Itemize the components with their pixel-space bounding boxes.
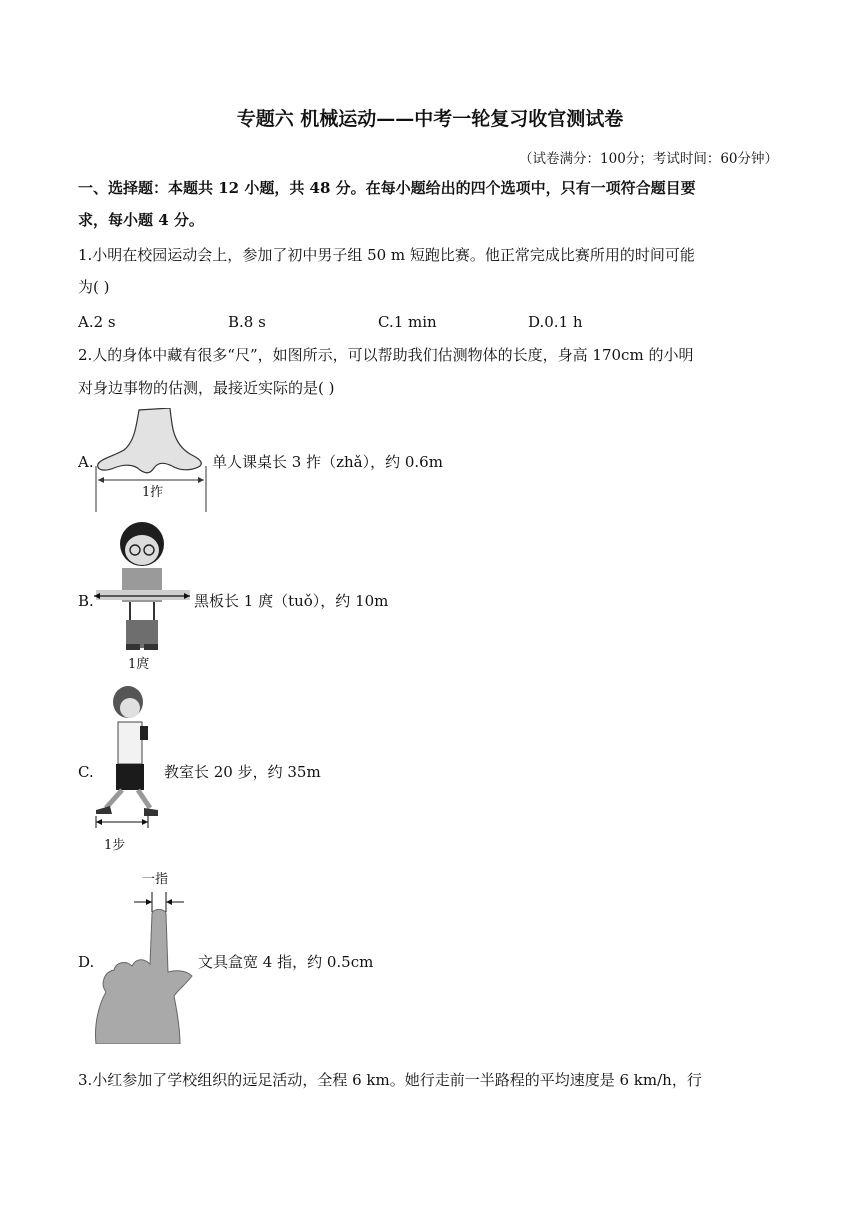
arm-span-label: 1庹: [128, 657, 150, 672]
q1-option-b: B.8 s: [228, 313, 266, 331]
q3-stem-line1: 3.小红参加了学校组织的远足活动，全程 6 km。她行走前一半路程的平均速度是 6 km/h，行: [78, 1071, 702, 1089]
q2-option-b-letter: B.: [78, 592, 94, 610]
q2-option-b-text: 黑板长 1 庹（tuǒ），约 10m: [194, 592, 389, 610]
q1-option-c: C.1 min: [378, 313, 437, 331]
finger-width-figure: [94, 866, 198, 1044]
q1-option-d: D.0.1 h: [528, 313, 583, 331]
q2-option-d-letter: D.: [78, 953, 95, 971]
section-heading-line2: 求，每小题 4 分。: [78, 211, 204, 229]
hand-span-label: 1拃: [142, 485, 164, 500]
hand-span-figure: [94, 408, 210, 512]
q1-stem-line2: 为( ): [78, 278, 110, 296]
step-figure: [92, 684, 164, 856]
q2-option-d-text: 文具盒宽 4 指，约 0.5cm: [198, 953, 374, 971]
q2-option-a-letter: A.: [78, 453, 94, 471]
step-label: 1步: [104, 838, 126, 853]
q2-stem-line1: 2.人的身体中藏有很多“尺”，如图所示，可以帮助我们估测物体的长度，身高 170cm 的小明: [78, 346, 694, 364]
q2-option-a-text: 单人课桌长 3 拃（zhǎ），约 0.6m: [212, 453, 443, 471]
q1-option-a: A.2 s: [78, 313, 116, 331]
finger-width-label: 一指: [142, 872, 169, 887]
q1-stem-line1: 1.小明在校园运动会上，参加了初中男子组 50 m 短跑比赛。他正常完成比赛所用的时间可能: [78, 246, 695, 264]
q2-option-c-letter: C.: [78, 763, 94, 781]
exam-meta: （试卷满分：100分；考试时间：60分钟）: [519, 151, 778, 167]
q2-stem-line2: 对身边事物的估测，最接近实际的是( ): [78, 379, 335, 397]
arm-span-figure: [92, 520, 194, 676]
section-heading-line1: 一、选择题：本题共 12 小题，共 48 分。在每小题给出的四个选项中，只有一项符合题目要: [78, 179, 696, 197]
page-title: 专题六 机械运动——中考一轮复习收官测试卷: [236, 108, 624, 130]
q2-option-c-text: 教室长 20 步，约 35m: [164, 763, 321, 781]
